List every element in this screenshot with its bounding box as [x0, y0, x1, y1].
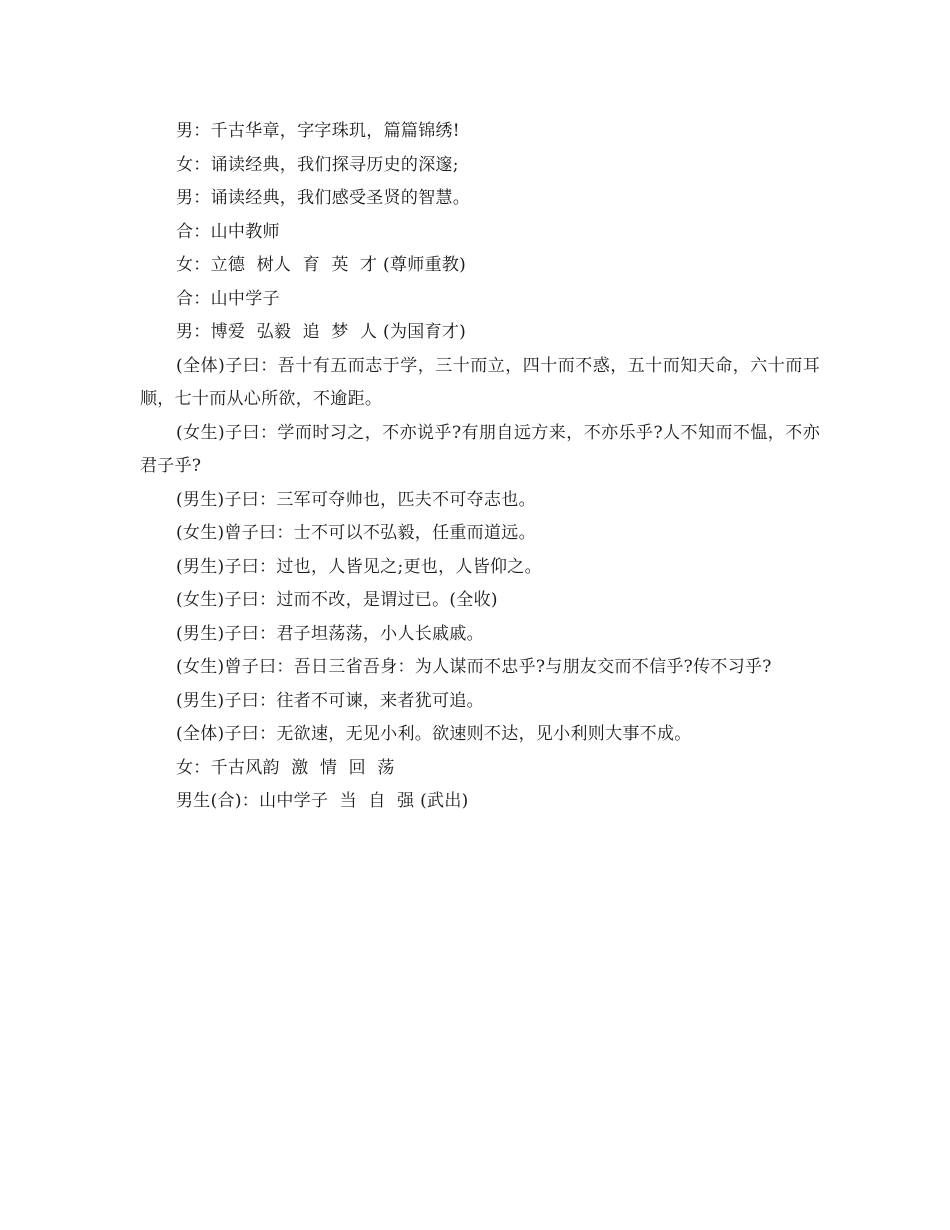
paragraph: 男：千古华章，字字珠玑，篇篇锦绣!: [176, 121, 460, 141]
document-body: [140, 115, 820, 819]
paragraph: 合：山中教师: [176, 221, 280, 242]
paragraph: (男生)子曰：三军可夺帅也，匹夫不可夺志也。: [176, 489, 536, 510]
paragraph: (女生)曾子曰：吾日三省吾身：为人谋而不忠乎?与朋友交而不信乎?传不习乎?: [176, 657, 772, 677]
paragraph: 男生(合)：山中学子 当 自 强 (武出): [176, 791, 469, 811]
paragraph: 女：千古风韵 激 情 回 荡: [176, 757, 395, 778]
paragraph: (女生)子曰：过而不改，是谓过已。(全收): [176, 590, 498, 610]
paragraph: 女：诵读经典，我们探寻历史的深邃;: [176, 154, 459, 175]
paragraph: 合：山中学子: [176, 288, 280, 309]
paragraph: 男：诵读经典，我们感受圣贤的智慧。: [176, 188, 471, 208]
paragraph: (全体)子曰：吾十有五而志于学，三十而立，四十而不惑，五十而知天命，六十而耳顺，七十而从心所欲，不逾距。: [140, 355, 820, 409]
paragraph: (女生)子曰：学而时习之，不亦说乎?有朋自远方来，不亦乐乎?人不知而不愠，不亦君子乎?: [140, 422, 820, 476]
paragraph: 男：博爱 弘毅 追 梦 人 (为国育才): [176, 322, 467, 342]
paragraph: (男生)子曰：君子坦荡荡，小人长戚戚。: [176, 623, 484, 644]
paragraph: (男生)子曰：过也，人皆见之;更也，人皆仰之。: [176, 556, 542, 577]
paragraph: (男生)子曰：往者不可谏，来者犹可追。: [176, 690, 484, 711]
paragraph: (全体)子曰：无欲速，无见小利。欲速则不达，见小利则大事不成。: [176, 724, 692, 744]
paragraph: (女生)曾子曰：士不可以不弘毅，任重而道远。: [176, 523, 536, 543]
paragraph: 女：立德 树人 育 英 才 (尊师重教): [176, 255, 467, 275]
